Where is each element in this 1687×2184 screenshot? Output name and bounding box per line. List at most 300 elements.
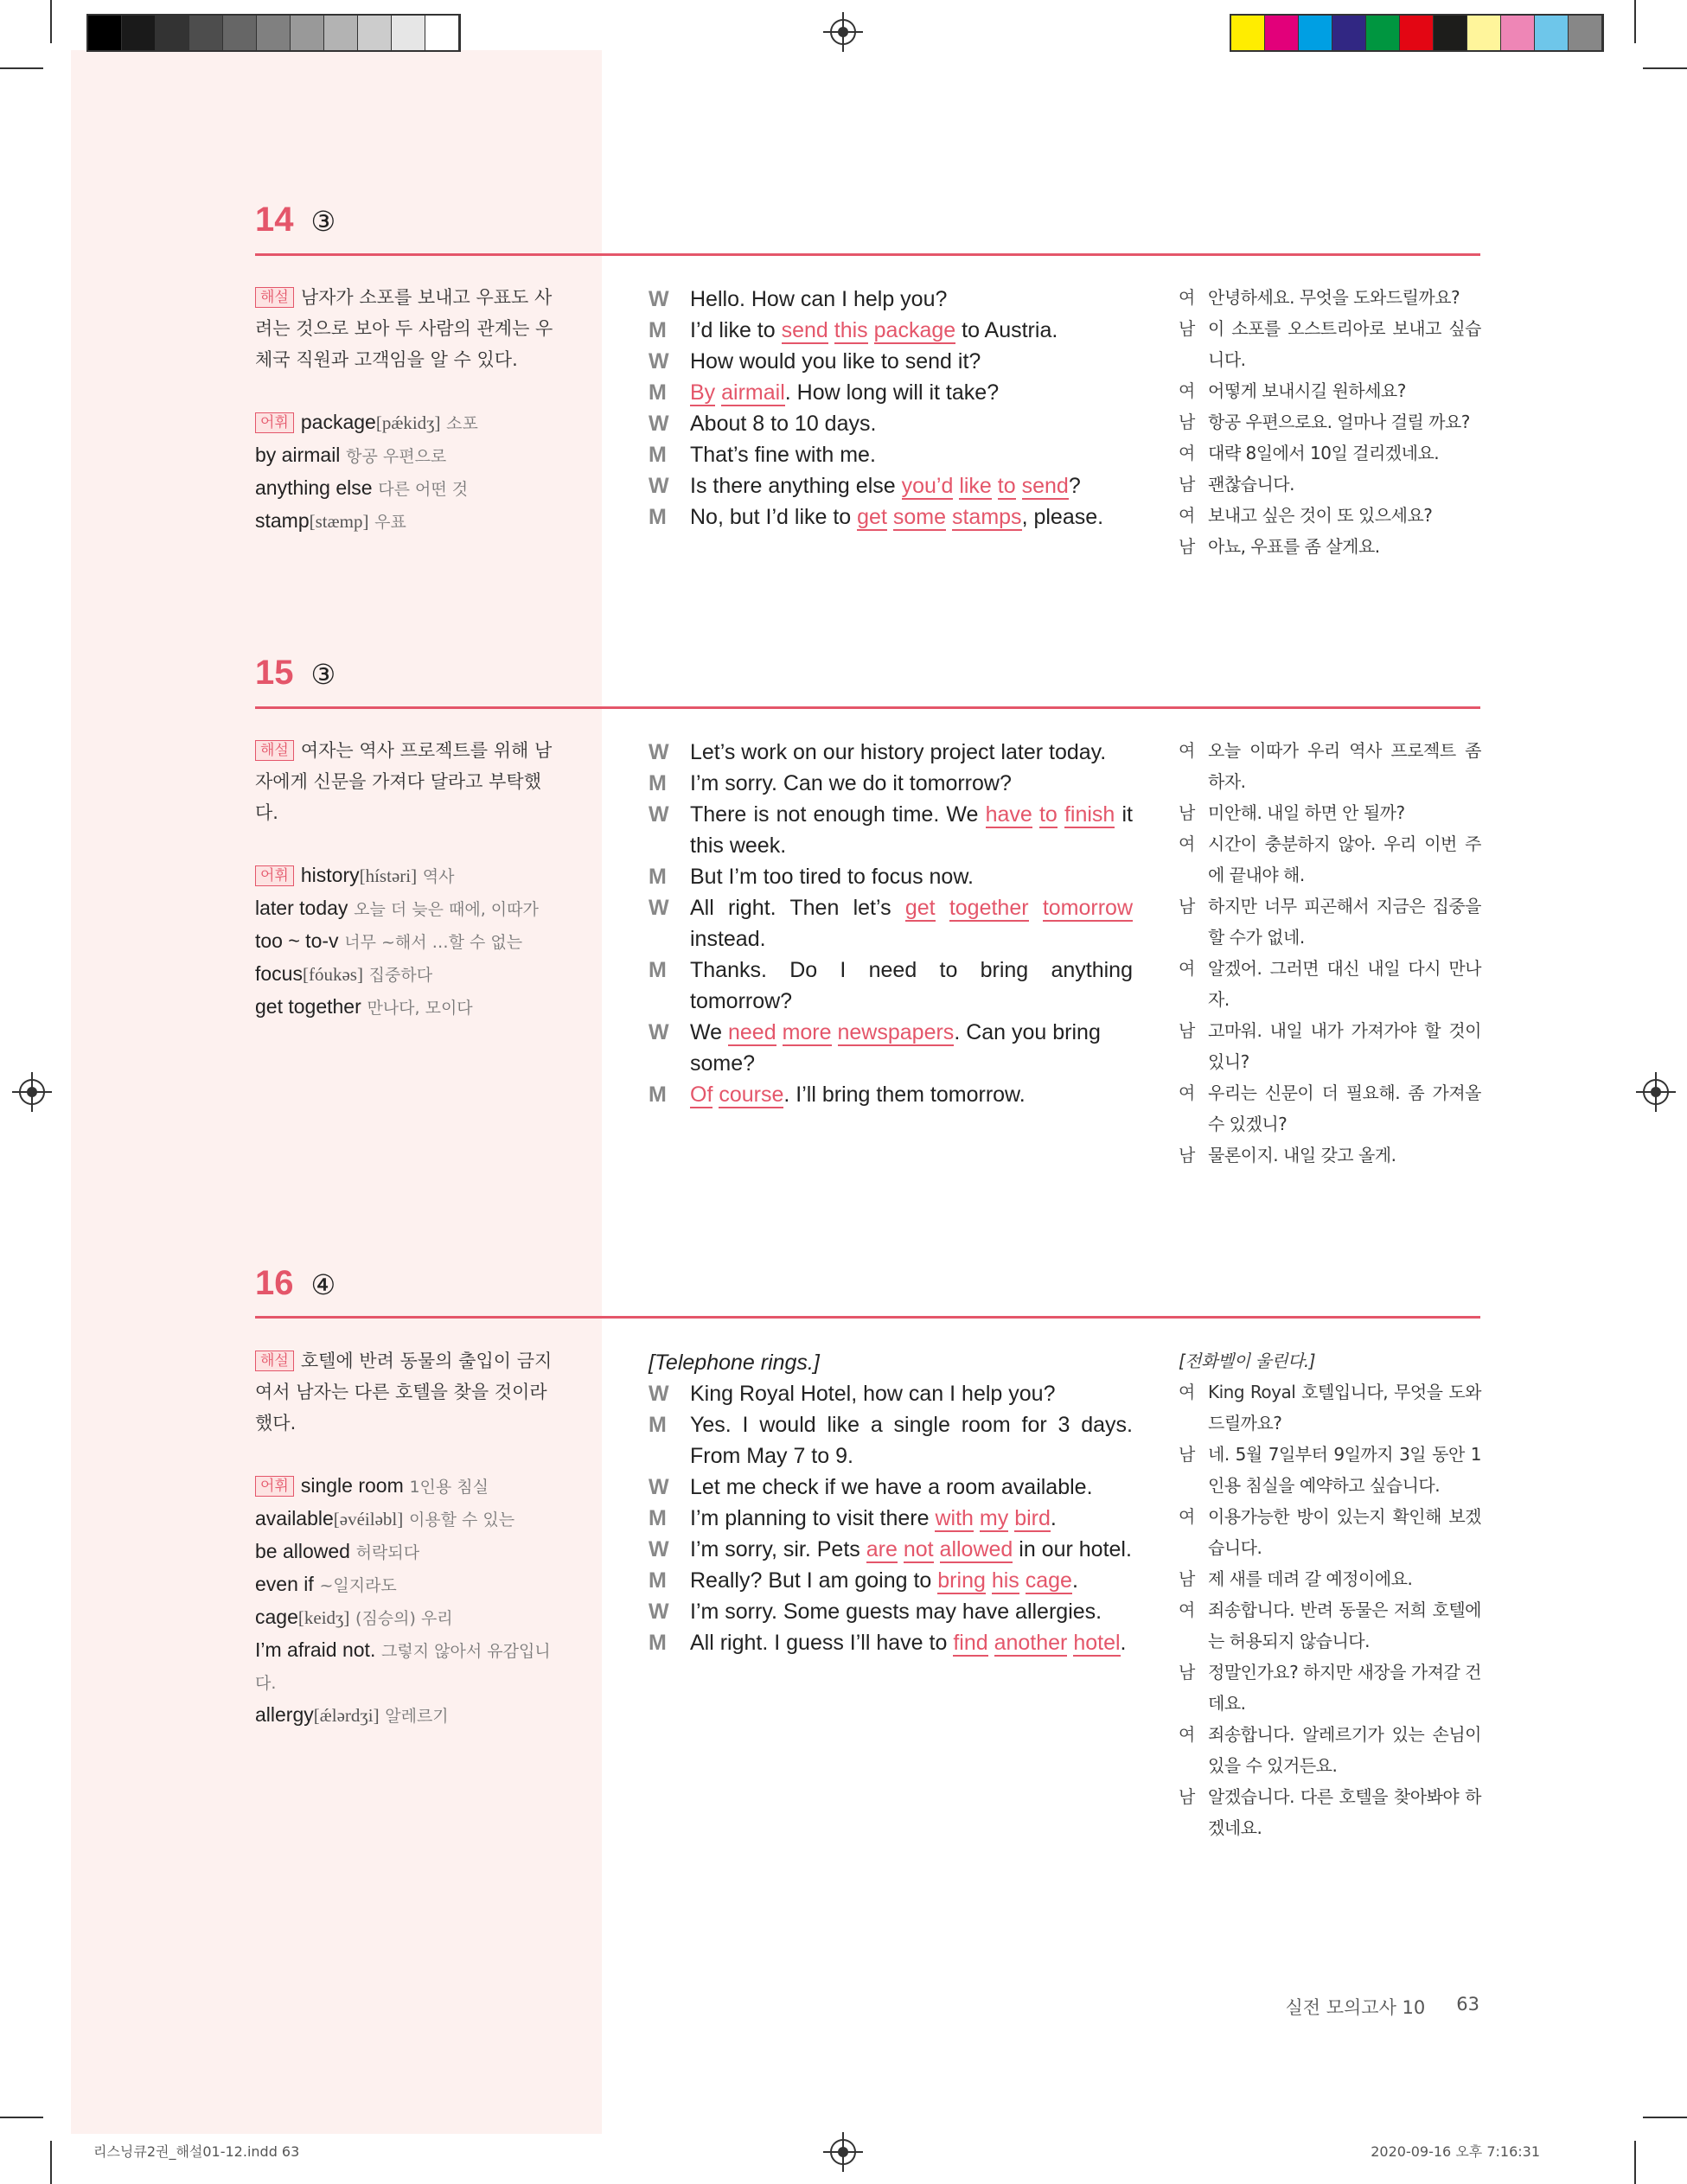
answer-mark: ③ <box>310 658 336 691</box>
translation-text: 죄송합니다. 반려 동물은 저희 호텔에는 허용되지 않습니다. <box>1208 1600 1481 1651</box>
vocab-item <box>255 1470 558 1503</box>
color-swatch <box>1400 16 1434 50</box>
vocab-item <box>255 1536 558 1568</box>
translation-text: 네. 5월 7일부터 9일까지 3일 동안 1인용 침실을 예약하고 싶습니다. <box>1208 1444 1481 1496</box>
speaker-label: 남 <box>1179 1662 1195 1683</box>
vocab-item <box>255 1601 558 1634</box>
vocab-word: even if <box>255 1573 314 1595</box>
vocab-item <box>255 991 558 1024</box>
dialog-text: I’m sorry. Can we do it tomorrow? <box>690 771 1012 795</box>
vocab-meaning: 허락되다 <box>355 1543 420 1562</box>
explanation-text: 남자가 소포를 보내고 우표도 사려는 것으로 보아 두 사람의 관계는 우체국 직원과 고객임을 알 수 있다. <box>255 287 553 370</box>
explanation-text: 호텔에 반려 동물의 출입이 금지여서 남자는 다른 호텔을 찾을 것이라 했다. <box>255 1351 553 1434</box>
dialog-text: All right. Then let’s get together tomorrow instead. <box>690 896 1133 951</box>
translation-line <box>1179 735 1481 797</box>
answer-mark: ④ <box>310 1268 336 1301</box>
dialog-text: By airmail. How long will it take? <box>690 380 1000 405</box>
vocab-pronunciation: [əvéiləbl] <box>333 1509 404 1529</box>
vocab-meaning: 이용할 수 있는 <box>408 1510 515 1529</box>
speaker-label: M <box>649 1413 667 1437</box>
dialog-line <box>649 799 1133 861</box>
translation-text: 아뇨, 우표를 좀 살게요. <box>1208 536 1380 557</box>
speaker-label: M <box>649 318 667 342</box>
dialog-text: Of course. I’ll bring them tomorrow. <box>690 1082 1026 1107</box>
crop-mark <box>1634 0 1636 43</box>
translation-text: 고마워. 내일 내가 가져가야 할 것이 있니? <box>1208 1020 1481 1072</box>
color-swatch <box>1265 16 1299 50</box>
speaker-label: M <box>649 443 667 467</box>
translation-column <box>1179 1345 1481 1843</box>
explanation <box>255 282 558 375</box>
vocab-word: be allowed <box>255 1540 350 1562</box>
explanation <box>255 735 558 828</box>
speaker-label: W <box>649 802 669 827</box>
dialog-line <box>649 1565 1133 1596</box>
vocab-word: allergy <box>255 1703 314 1726</box>
translation-line <box>1179 500 1481 531</box>
crop-mark <box>0 2117 43 2118</box>
speaker-label: W <box>649 1382 669 1406</box>
translation-text: 시간이 충분하지 않아. 우리 이번 주에 끝내야 해. <box>1208 833 1481 885</box>
color-swatch <box>88 16 122 50</box>
dialog-line <box>649 439 1133 470</box>
color-swatch <box>156 16 189 50</box>
speaker-label: 여 <box>1179 1600 1195 1620</box>
blank-answer: send <box>1021 474 1069 498</box>
speaker-label: W <box>649 474 669 498</box>
speaker-label: 여 <box>1179 958 1195 979</box>
vocab-list <box>255 859 558 1024</box>
color-swatch <box>1231 16 1265 50</box>
dialog-line <box>649 315 1133 346</box>
crop-mark <box>0 67 43 69</box>
speaker-label: M <box>649 958 667 982</box>
translation-text: 알겠습니다. 다른 호텔을 찾아봐야 하겠네요. <box>1208 1786 1481 1838</box>
translation-text: 정말인가요? 하지만 새장을 가져갈 건데요. <box>1208 1662 1481 1714</box>
speaker-label: W <box>649 287 669 311</box>
color-swatch <box>291 16 324 50</box>
registration-mark-icon <box>19 1079 45 1105</box>
translation-text: 이 소포를 오스트리아로 보내고 싶습니다. <box>1208 318 1481 370</box>
dialog-text: Really? But I am going to bring his cage. <box>690 1568 1078 1593</box>
dialog-line <box>649 346 1133 377</box>
translation-text: 우리는 신문이 더 필요해. 좀 가져올 수 있겠니? <box>1208 1082 1481 1134</box>
translation-text: 안녕하세요. 무엇을 도와드릴까요? <box>1208 287 1460 308</box>
color-swatch <box>425 16 459 50</box>
blank-answer: newspapers <box>837 1020 955 1044</box>
blank-answer: course <box>719 1082 784 1107</box>
blank-answer: to <box>997 474 1016 498</box>
vocab-meaning: 그렇지 않아서 유감입니다. <box>255 1642 551 1693</box>
file-slug: 리스닝큐2권_해설01-12.indd 63 <box>93 2143 300 2160</box>
color-swatch <box>1569 16 1602 50</box>
dialog-text: Hello. How can I help you? <box>690 287 948 311</box>
color-swatch <box>223 16 257 50</box>
blank-answer: Of <box>690 1082 713 1107</box>
dialog-text: That’s fine with me. <box>690 443 876 467</box>
color-swatch <box>1467 16 1501 50</box>
vocab-item <box>255 1634 558 1699</box>
section-divider <box>255 253 1480 256</box>
translation-line <box>1179 1501 1481 1563</box>
translation-line <box>1179 1594 1481 1657</box>
dialog-line <box>649 1596 1133 1627</box>
blank-answer: his <box>991 1568 1019 1593</box>
speaker-label: W <box>649 740 669 764</box>
crop-mark <box>1643 67 1687 69</box>
translation-line <box>1179 531 1481 562</box>
speaker-label: W <box>649 1475 669 1499</box>
dialog-text: King Royal Hotel, how can I help you? <box>690 1382 1056 1406</box>
blank-answer: you’d <box>901 474 954 498</box>
vocab-tag: 어휘 <box>255 1476 294 1497</box>
explanation-tag: 해설 <box>255 740 294 761</box>
speaker-label: M <box>649 1082 667 1107</box>
registration-mark-icon <box>1643 1079 1669 1105</box>
vocab-word: I’m afraid not. <box>255 1638 376 1661</box>
speaker-label: 여 <box>1179 1506 1195 1527</box>
translation-text: King Royal 호텔입니다, 무엇을 도와드릴까요? <box>1208 1382 1481 1434</box>
blank-answer: are <box>866 1537 898 1561</box>
dialog-script <box>649 737 1133 1110</box>
dialog-text: Let’s work on our history project later today. <box>690 740 1107 764</box>
vocab-word: get together <box>255 995 361 1018</box>
vocab-meaning: 항공 우편으로 <box>346 447 447 466</box>
translation-line <box>1179 406 1481 437</box>
dialog-script <box>649 1347 1133 1658</box>
dialog-text: I’m sorry. Some guests may have allergies. <box>690 1600 1102 1624</box>
translation-line <box>1179 313 1481 375</box>
color-swatch <box>257 16 291 50</box>
translation-column <box>1179 282 1481 562</box>
blank-answer: send <box>781 318 828 342</box>
speaker-label: W <box>649 1537 669 1561</box>
dialog-line <box>649 861 1133 892</box>
vocab-item <box>255 439 558 472</box>
vocab-list <box>255 1470 558 1732</box>
speaker-label: W <box>649 1600 669 1624</box>
translation-line <box>1179 1719 1481 1781</box>
speaker-label: W <box>649 349 669 374</box>
section-divider <box>255 706 1480 709</box>
translation-text: 보내고 싶은 것이 또 있으세요? <box>1208 505 1433 526</box>
blank-answer: get <box>904 896 936 920</box>
gray-color-bar <box>86 14 461 52</box>
question-header <box>255 201 335 239</box>
vocab-word: focus <box>255 962 303 985</box>
color-swatch <box>1535 16 1569 50</box>
vocab-meaning: 만나다, 모이다 <box>367 999 473 1018</box>
speaker-label: 남 <box>1179 412 1195 432</box>
blank-answer: not <box>903 1537 934 1561</box>
translation-text: 항공 우편으로요. 얼마나 걸릴 까요? <box>1208 412 1470 432</box>
translation-line <box>1179 828 1481 891</box>
vocab-item <box>255 892 558 925</box>
page-footer <box>1285 1994 1479 2020</box>
vocab-meaning: 오늘 더 늦은 때에, 이따가 <box>354 900 539 919</box>
blank-answer: cage <box>1025 1568 1072 1593</box>
dialog-line <box>649 284 1133 315</box>
speaker-label: 남 <box>1179 318 1195 339</box>
blank-answer: like <box>959 474 992 498</box>
translation-text: 제 새를 데려 갈 예정이에요. <box>1208 1568 1413 1589</box>
dialog-line <box>649 408 1133 439</box>
vocab-word: stamp <box>255 509 310 532</box>
dialog-line <box>649 1409 1133 1472</box>
crop-mark <box>1634 2141 1636 2184</box>
color-swatch <box>392 16 425 50</box>
section-title: 실전 모의고사 10 <box>1285 1997 1426 2018</box>
blank-answer: another <box>994 1631 1068 1655</box>
translation-text: 알겠어. 그러면 대신 내일 다시 만나자. <box>1208 958 1481 1010</box>
speaker-label: W <box>649 1020 669 1044</box>
translation-line <box>1179 797 1481 828</box>
blank-answer: need <box>728 1020 776 1044</box>
translation-line <box>1179 282 1481 313</box>
answer-mark: ③ <box>310 205 336 238</box>
explanation-tag: 해설 <box>255 1351 294 1371</box>
translation-line <box>1179 1657 1481 1719</box>
color-swatch <box>324 16 358 50</box>
vocab-item <box>255 505 558 538</box>
vocab-word: by airmail <box>255 444 341 466</box>
blank-answer: find <box>953 1631 988 1655</box>
blank-answer: tomorrow <box>1042 896 1133 920</box>
vocab-meaning: 다른 어떤 것 <box>378 480 469 499</box>
speaker-label: 남 <box>1179 1145 1195 1165</box>
explanation-column <box>255 1345 558 1732</box>
process-color-bar <box>1230 14 1604 52</box>
vocab-pronunciation: [keidʒ] <box>297 1607 350 1628</box>
blank-answer: more <box>782 1020 832 1044</box>
color-swatch <box>358 16 392 50</box>
dialog-text: I’m planning to visit there with my bird. <box>690 1506 1057 1530</box>
vocab-meaning: 소포 <box>446 414 478 433</box>
dialog-line <box>649 377 1133 408</box>
page-number: 63 <box>1456 1994 1479 2015</box>
vocab-item <box>255 406 558 439</box>
blank-answer: get <box>857 505 887 529</box>
blank-answer: bring <box>937 1568 986 1593</box>
vocab-pronunciation: [pǽkidʒ] <box>375 412 441 433</box>
vocab-word: too ~ to-v <box>255 929 339 952</box>
translation-text: 미안해. 내일 하면 안 될까? <box>1208 802 1405 823</box>
dialog-line <box>649 1472 1133 1503</box>
dialog-line <box>649 768 1133 799</box>
dialog-line <box>649 1503 1133 1534</box>
speaker-label: 남 <box>1179 896 1195 916</box>
speaker-label: 여 <box>1179 740 1195 761</box>
explanation-text: 여자는 역사 프로젝트를 위해 남자에게 신문을 가져다 달라고 부탁했다. <box>255 740 553 823</box>
speaker-label: M <box>649 1631 667 1655</box>
section-divider <box>255 1316 1480 1319</box>
speaker-label: 여 <box>1179 287 1195 308</box>
blank-answer: By <box>690 380 716 405</box>
speaker-label: 여 <box>1179 505 1195 526</box>
translation-line <box>1179 1376 1481 1439</box>
translation-text: 이용가능한 방이 있는지 확인해 보겠습니다. <box>1208 1506 1481 1558</box>
explanation-tag: 해설 <box>255 287 294 308</box>
blank-answer: with <box>935 1506 974 1530</box>
question-number: 14 <box>255 201 294 239</box>
translation-line <box>1179 1781 1481 1843</box>
dialog-text: I’d like to send this package to Austria. <box>690 318 1058 342</box>
dialog-text: There is not enough time. We have to finish it this week. <box>690 802 1133 858</box>
vocab-pronunciation: [stæmp] <box>309 511 369 532</box>
dialog-line <box>649 1017 1133 1079</box>
dialog-text: I’m sorry, sir. Pets are not allowed in our hotel. <box>690 1537 1132 1561</box>
speaker-label: M <box>649 865 667 889</box>
blank-answer: to <box>1038 802 1058 827</box>
vocab-meaning: 집중하다 <box>368 966 433 985</box>
vocab-word: single room <box>300 1474 404 1497</box>
speaker-label: 여 <box>1179 443 1195 463</box>
blank-answer: finish <box>1064 802 1115 827</box>
speaker-label: M <box>649 1506 667 1530</box>
blank-answer: stamps <box>951 505 1022 529</box>
vocab-item <box>255 472 558 505</box>
speaker-label: 여 <box>1179 1382 1195 1402</box>
speaker-label: 남 <box>1179 802 1195 823</box>
vocab-meaning: 알레르기 <box>385 1707 449 1726</box>
dialog-text: We need more newspapers. Can you bring some? <box>690 1020 1101 1076</box>
vocab-item <box>255 925 558 958</box>
dialog-text: All right. I guess I’ll have to find another hotel. <box>690 1631 1127 1655</box>
stage-direction: [Telephone rings.] <box>649 1351 820 1375</box>
dialog-line <box>649 470 1133 501</box>
translation-stage-direction: [전화벨이 울린다.] <box>1179 1351 1316 1371</box>
translation-line <box>1179 1439 1481 1501</box>
crop-mark <box>50 2141 52 2184</box>
speaker-label: 남 <box>1179 536 1195 557</box>
vocab-pronunciation: [fóukəs] <box>302 964 363 985</box>
color-swatch <box>1501 16 1535 50</box>
question-header <box>255 654 335 693</box>
vocab-item <box>255 1503 558 1536</box>
dialog-line <box>649 1534 1133 1565</box>
vocab-item <box>255 958 558 991</box>
dialog-text: No, but I’d like to get some stamps, please. <box>690 505 1104 529</box>
speaker-label: W <box>649 896 669 920</box>
dialog-text: But I’m too tired to focus now. <box>690 865 974 889</box>
vocab-pronunciation: [ǽlərdʒi] <box>313 1705 380 1726</box>
translation-line <box>1179 375 1481 406</box>
question-header <box>255 1264 335 1303</box>
speaker-label: 여 <box>1179 380 1195 401</box>
speaker-label: 남 <box>1179 1444 1195 1465</box>
blank-answer: have <box>985 802 1032 827</box>
explanation-column <box>255 735 558 1024</box>
speaker-label: M <box>649 505 667 529</box>
blank-answer: package <box>873 318 956 342</box>
dialog-text: About 8 to 10 days. <box>690 412 877 436</box>
speaker-label: W <box>649 412 669 436</box>
blank-answer: my <box>979 1506 1009 1530</box>
dialog-text: Yes. I would like a single room for 3 days. From May 7 to 9. <box>690 1413 1133 1468</box>
vocab-meaning: 1인용 침실 <box>409 1478 489 1497</box>
explanation-column <box>255 282 558 538</box>
dialog-line <box>649 1627 1133 1658</box>
vocab-meaning: ~일지라도 <box>319 1576 397 1595</box>
vocab-list <box>255 406 558 538</box>
translation-text: 괜찮습니다. <box>1208 474 1294 495</box>
vocab-meaning: 역사 <box>422 867 455 886</box>
dialog-line <box>649 501 1133 533</box>
blank-answer: this <box>834 318 868 342</box>
vocab-item <box>255 859 558 892</box>
blank-answer: bird <box>1014 1506 1051 1530</box>
vocab-meaning: (짐승의) 우리 <box>355 1609 453 1628</box>
translation-line <box>1179 437 1481 469</box>
speaker-label: M <box>649 380 667 405</box>
explanation <box>255 1345 558 1439</box>
speaker-label: 남 <box>1179 1786 1195 1807</box>
registration-mark-icon <box>830 2139 856 2165</box>
translation-text: 죄송합니다. 알레르기가 있는 손님이 있을 수 있거든요. <box>1208 1724 1481 1776</box>
vocab-item <box>255 1568 558 1601</box>
speaker-label: 남 <box>1179 1568 1195 1589</box>
color-swatch <box>189 16 223 50</box>
translation-text: 어떻게 보내시길 원하세요? <box>1208 380 1406 401</box>
color-swatch <box>1434 16 1467 50</box>
blank-answer: together <box>949 896 1029 920</box>
color-swatch <box>1366 16 1400 50</box>
color-swatch <box>1299 16 1332 50</box>
translation-line <box>1179 1140 1481 1171</box>
vocab-word: later today <box>255 897 348 919</box>
blank-answer: allowed <box>939 1537 1013 1561</box>
speaker-label: M <box>649 1568 667 1593</box>
speaker-label: 남 <box>1179 1020 1195 1041</box>
dialog-script <box>649 284 1133 533</box>
vocab-word: anything else <box>255 476 373 499</box>
speaker-label: 남 <box>1179 474 1195 495</box>
dialog-line <box>649 1079 1133 1110</box>
translation-line <box>1179 953 1481 1015</box>
vocab-tag: 어휘 <box>255 865 294 886</box>
vocab-word: cage <box>255 1606 298 1628</box>
translation-text: 물론이지. 내일 갖고 올게. <box>1208 1145 1396 1165</box>
translation-text: 오늘 이따가 우리 역사 프로젝트 좀 하자. <box>1208 740 1481 792</box>
blank-answer: hotel <box>1073 1631 1121 1655</box>
question-number: 15 <box>255 654 294 692</box>
question-number: 16 <box>255 1264 294 1302</box>
translation-line <box>1179 891 1481 953</box>
dialog-line <box>649 737 1133 768</box>
crop-mark <box>1643 2117 1687 2118</box>
speaker-label: 여 <box>1179 1724 1195 1745</box>
translation-line <box>1179 1015 1481 1077</box>
dialog-line <box>649 1378 1133 1409</box>
vocab-word: available <box>255 1507 334 1529</box>
vocab-tag: 어휘 <box>255 412 294 433</box>
vocab-word: history <box>300 864 360 886</box>
vocab-pronunciation: [hístəri] <box>359 865 418 886</box>
translation-column <box>1179 735 1481 1171</box>
dialog-line <box>649 955 1133 1017</box>
dialog-text: Let me check if we have a room available. <box>690 1475 1093 1499</box>
dialog-text: How would you like to send it? <box>690 349 981 374</box>
registration-mark-icon <box>830 19 856 45</box>
blank-answer: airmail <box>721 380 785 405</box>
vocab-item <box>255 1699 558 1732</box>
blank-answer: some <box>892 505 947 529</box>
speaker-label: 여 <box>1179 1082 1195 1103</box>
print-datetime: 2020-09-16 오후 7:16:31 <box>1371 2143 1540 2160</box>
vocab-meaning: 우표 <box>374 513 406 532</box>
translation-text: 하지만 너무 피곤해서 지금은 집중을 할 수가 없네. <box>1208 896 1481 948</box>
translation-line <box>1179 1563 1481 1594</box>
